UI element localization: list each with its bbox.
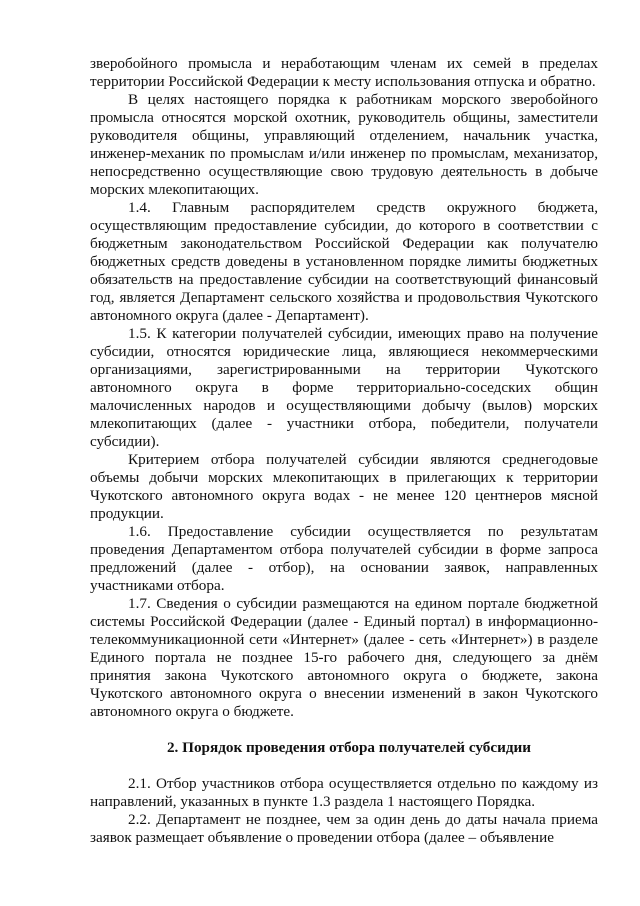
paragraph-continuation: зверобойного промысла и неработающим членам их семей в пределах территории Российской Федерации к месту использования отпуска и обратно.: [90, 55, 598, 90]
section-heading: 2. Порядок проведения отбора получателей субсидии: [166, 739, 532, 756]
paragraph-1-7: 1.7. Сведения о субсидии размещаются на едином портале бюджетной системы Российской Федерации (далее - Единый портал) в информационно-телекоммуникационной сети «Интернет» (далее - сеть «Интернет») в разделе Единого портала не позднее 15-го рабочего дня, следующего за днём принятия закона Чукотского автономного округа о бюджете, закона Чукотского автономного округа о внесении изменений в закон Чукотского автономного округа о бюджете.: [90, 595, 598, 720]
paragraph-selection-criterion: Критерием отбора получателей субсидии являются среднегодовые объемы добычи морских млекопитающих в прилегающих к территории Чукотского автономного округа водах - не менее 120 центнеров мясной продукции.: [90, 451, 598, 522]
paragraph-1-4: 1.4. Главным распорядителем средств окружного бюджета, осуществляющим предоставление субсидии, до которого в соответствии с бюджетным законодательством Российской Федерации как получателю бюджетных средств доведены в установленном порядке лимиты бюджетных обязательств на предоставление субсидии на соответствующий финансовый год, является Департамент сельского хозяйства и продовольствия Чукотского автономного округа (далее - Департамент).: [90, 199, 598, 324]
document-page: [90, 55, 598, 847]
paragraph-1-6: 1.6. Предоставление субсидии осуществляется по результатам проведения Департаментом отбора получателей субсидии в форме запроса предложений (далее - отбор), на основании заявок, направленных участниками отбора.: [90, 523, 598, 594]
paragraph-workers-definition: В целях настоящего порядка к работникам морского зверобойного промысла относятся морской охотник, руководитель общины, заместители руководителя общины, управляющий отделением, начальник участка, инженер-механик по промыслам и/или инженер по промыслам, механизатор, непосредственно осуществляющие свою трудовую деятельность в добыче морских млекопитающих.: [90, 91, 598, 198]
paragraph-2-2: 2.2. Департамент не позднее, чем за один день до даты начала приема заявок размещает объявление о проведении отбора (далее – объявление: [90, 811, 598, 846]
paragraph-2-1: 2.1. Отбор участников отбора осуществляется отдельно по каждому из направлений, указанных в пункте 1.3 раздела 1 настоящего Порядка.: [90, 775, 598, 810]
paragraph-1-5: 1.5. К категории получателей субсидии, имеющих право на получение субсидии, относятся юридические лица, являющиеся некоммерческими организациями, зарегистрированными на территории Чукотского автономного округа в форме территориально-соседских общин малочисленных народов и осуществляющими добычу (вылов) морских млекопитающих (далее - участники отбора, победители, получатели субсидии).: [90, 325, 598, 450]
